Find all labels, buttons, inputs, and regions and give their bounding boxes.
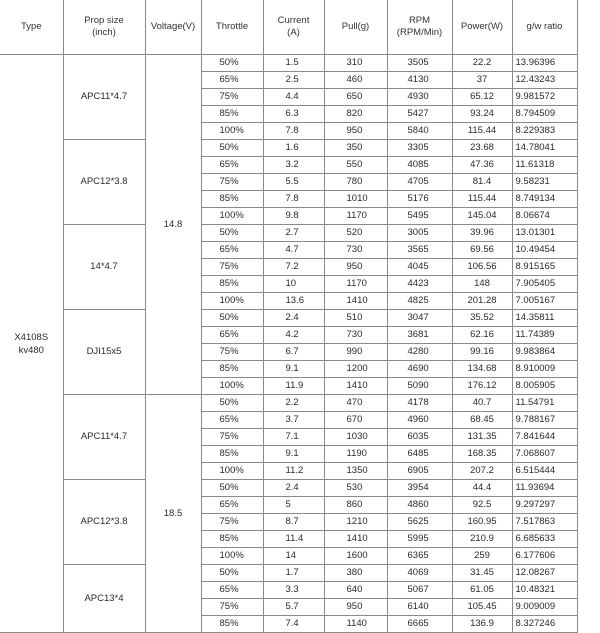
- rpm-cell: 5090: [387, 378, 452, 395]
- power-cell: 201.28: [452, 293, 512, 310]
- current-cell: 2.4: [263, 310, 324, 327]
- rpm-cell: 4690: [387, 361, 452, 378]
- pull-cell: 1210: [324, 514, 387, 531]
- throttle-cell: 85%: [201, 616, 263, 633]
- header-row: [0, 0, 577, 55]
- pull-cell: 1140: [324, 616, 387, 633]
- pull-cell: 1350: [324, 463, 387, 480]
- rpm-cell: 5840: [387, 123, 452, 140]
- header-current-line1: Current: [277, 15, 310, 26]
- rpm-cell: 4960: [387, 412, 452, 429]
- pull-cell: 730: [324, 242, 387, 259]
- throttle-cell: 85%: [201, 361, 263, 378]
- gw-ratio-cell: 8.229383: [512, 123, 577, 140]
- pull-cell: 1190: [324, 446, 387, 463]
- pull-cell: 460: [324, 72, 387, 89]
- table-row: [0, 480, 577, 497]
- gw-ratio-cell: 10.49454: [512, 242, 577, 259]
- rpm-cell: 4825: [387, 293, 452, 310]
- prop-size-cell: APC12*3.8: [63, 480, 145, 565]
- power-cell: 92.5: [452, 497, 512, 514]
- rpm-cell: 4423: [387, 276, 452, 293]
- header-prop-size: [63, 0, 145, 55]
- rpm-cell: 5176: [387, 191, 452, 208]
- throttle-cell: 75%: [201, 599, 263, 616]
- current-cell: 1.6: [263, 140, 324, 157]
- current-cell: 11.4: [263, 531, 324, 548]
- rpm-cell: 4130: [387, 72, 452, 89]
- power-cell: 259: [452, 548, 512, 565]
- throttle-cell: 65%: [201, 497, 263, 514]
- header-rpm-line2: (RPM/Min): [396, 27, 443, 38]
- throttle-cell: 50%: [201, 565, 263, 582]
- rpm-cell: 6035: [387, 429, 452, 446]
- current-cell: 4.4: [263, 89, 324, 106]
- power-cell: 106.56: [452, 259, 512, 276]
- gw-ratio-cell: 8.06674: [512, 208, 577, 225]
- pull-cell: 510: [324, 310, 387, 327]
- throttle-cell: 50%: [201, 395, 263, 412]
- power-cell: 131.35: [452, 429, 512, 446]
- pull-cell: 780: [324, 174, 387, 191]
- power-cell: 61.05: [452, 582, 512, 599]
- header-prop-size-line1: Prop size: [84, 15, 124, 26]
- power-cell: 40.7: [452, 395, 512, 412]
- rpm-cell: 3954: [387, 480, 452, 497]
- rpm-cell: 3047: [387, 310, 452, 327]
- throttle-cell: 85%: [201, 106, 263, 123]
- gw-ratio-cell: 6.177606: [512, 548, 577, 565]
- header-rpm-line1: RPM: [408, 15, 431, 26]
- header-current: [263, 0, 324, 55]
- prop-size-cell: DJI15x5: [63, 310, 145, 395]
- pull-cell: 520: [324, 225, 387, 242]
- rpm-cell: 6140: [387, 599, 452, 616]
- pull-cell: 470: [324, 395, 387, 412]
- current-cell: 11.9: [263, 378, 324, 395]
- power-cell: 176.12: [452, 378, 512, 395]
- current-cell: 3.2: [263, 157, 324, 174]
- rpm-cell: 6665: [387, 616, 452, 633]
- table-row: [0, 565, 577, 582]
- pull-cell: 530: [324, 480, 387, 497]
- voltage-cell: 18.5: [145, 395, 201, 633]
- gw-ratio-cell: 8.915165: [512, 259, 577, 276]
- pull-cell: 950: [324, 259, 387, 276]
- power-cell: 44.4: [452, 480, 512, 497]
- gw-ratio-cell: 12.08267: [512, 565, 577, 582]
- rpm-cell: 4045: [387, 259, 452, 276]
- rpm-cell: 4705: [387, 174, 452, 191]
- throttle-cell: 75%: [201, 174, 263, 191]
- current-cell: 7.8: [263, 123, 324, 140]
- pull-cell: 1200: [324, 361, 387, 378]
- rpm-cell: 5625: [387, 514, 452, 531]
- rpm-cell: 3005: [387, 225, 452, 242]
- rpm-cell: 4860: [387, 497, 452, 514]
- rpm-cell: 3681: [387, 327, 452, 344]
- header-pull: Pull(g): [324, 0, 387, 55]
- gw-ratio-cell: 11.61318: [512, 157, 577, 174]
- pull-cell: 1410: [324, 293, 387, 310]
- gw-ratio-cell: 9.297297: [512, 497, 577, 514]
- current-cell: 2.2: [263, 395, 324, 412]
- table-row: [0, 310, 577, 327]
- throttle-cell: 100%: [201, 293, 263, 310]
- pull-cell: 1600: [324, 548, 387, 565]
- gw-ratio-cell: 10.48321: [512, 582, 577, 599]
- throttle-cell: 65%: [201, 157, 263, 174]
- throttle-cell: 65%: [201, 327, 263, 344]
- motor-type-cell: [0, 55, 63, 633]
- gw-ratio-cell: 7.905405: [512, 276, 577, 293]
- current-cell: 9.1: [263, 361, 324, 378]
- rpm-cell: 4178: [387, 395, 452, 412]
- power-cell: 136.9: [452, 616, 512, 633]
- rpm-cell: 3505: [387, 55, 452, 72]
- rpm-cell: 4085: [387, 157, 452, 174]
- throttle-cell: 75%: [201, 514, 263, 531]
- power-cell: 81.4: [452, 174, 512, 191]
- header-type: Type: [0, 0, 63, 55]
- voltage-cell: 14.8: [145, 55, 201, 395]
- throttle-cell: 85%: [201, 531, 263, 548]
- power-cell: 65.12: [452, 89, 512, 106]
- pull-cell: 670: [324, 412, 387, 429]
- gw-ratio-cell: 11.74389: [512, 327, 577, 344]
- rpm-cell: 5067: [387, 582, 452, 599]
- gw-ratio-cell: 12.43243: [512, 72, 577, 89]
- throttle-cell: 50%: [201, 55, 263, 72]
- rpm-cell: 6905: [387, 463, 452, 480]
- table-row: [0, 140, 577, 157]
- throttle-cell: 75%: [201, 429, 263, 446]
- gw-ratio-cell: 11.54791: [512, 395, 577, 412]
- throttle-cell: 100%: [201, 548, 263, 565]
- current-cell: 7.1: [263, 429, 324, 446]
- power-cell: 22.2: [452, 55, 512, 72]
- current-cell: 2.7: [263, 225, 324, 242]
- gw-ratio-cell: 8.327246: [512, 616, 577, 633]
- gw-ratio-cell: 14.35811: [512, 310, 577, 327]
- gw-ratio-cell: 8.910009: [512, 361, 577, 378]
- gw-ratio-cell: 8.794509: [512, 106, 577, 123]
- throttle-cell: 50%: [201, 225, 263, 242]
- pull-cell: 860: [324, 497, 387, 514]
- current-cell: 9.8: [263, 208, 324, 225]
- table-row: [0, 55, 577, 72]
- prop-size-cell: APC12*3.8: [63, 140, 145, 225]
- gw-ratio-cell: 9.981572: [512, 89, 577, 106]
- header-rpm: [387, 0, 452, 55]
- throttle-cell: 100%: [201, 378, 263, 395]
- power-cell: 207.2: [452, 463, 512, 480]
- header-current-line2: (A): [287, 27, 300, 38]
- throttle-cell: 75%: [201, 259, 263, 276]
- throttle-cell: 85%: [201, 276, 263, 293]
- current-cell: 4.2: [263, 327, 324, 344]
- current-cell: 4.7: [263, 242, 324, 259]
- header-throttle: Throttle: [201, 0, 263, 55]
- throttle-cell: 65%: [201, 412, 263, 429]
- table-row: [0, 225, 577, 242]
- power-cell: 210.9: [452, 531, 512, 548]
- gw-ratio-cell: 7.068607: [512, 446, 577, 463]
- pull-cell: 640: [324, 582, 387, 599]
- current-cell: 2.5: [263, 72, 324, 89]
- current-cell: 6.3: [263, 106, 324, 123]
- current-cell: 5.7: [263, 599, 324, 616]
- power-cell: 105.45: [452, 599, 512, 616]
- rpm-cell: 6365: [387, 548, 452, 565]
- gw-ratio-cell: 11.93694: [512, 480, 577, 497]
- throttle-cell: 100%: [201, 123, 263, 140]
- throttle-cell: 85%: [201, 446, 263, 463]
- gw-ratio-cell: 9.788167: [512, 412, 577, 429]
- gw-ratio-cell: 7.517863: [512, 514, 577, 531]
- power-cell: 168.35: [452, 446, 512, 463]
- current-cell: 7.4: [263, 616, 324, 633]
- pull-cell: 950: [324, 123, 387, 140]
- rpm-cell: 5427: [387, 106, 452, 123]
- throttle-cell: 50%: [201, 480, 263, 497]
- motor-type-line2: kv480: [18, 344, 44, 356]
- power-cell: 148: [452, 276, 512, 293]
- pull-cell: 310: [324, 55, 387, 72]
- power-cell: 69.56: [452, 242, 512, 259]
- pull-cell: 650: [324, 89, 387, 106]
- current-cell: 9.1: [263, 446, 324, 463]
- power-cell: 35.52: [452, 310, 512, 327]
- current-cell: 13.6: [263, 293, 324, 310]
- current-cell: 14: [263, 548, 324, 565]
- gw-ratio-cell: 8.749134: [512, 191, 577, 208]
- throttle-cell: 100%: [201, 463, 263, 480]
- gw-ratio-cell: 6.515444: [512, 463, 577, 480]
- rpm-cell: 5995: [387, 531, 452, 548]
- gw-ratio-cell: 7.005167: [512, 293, 577, 310]
- current-cell: 10: [263, 276, 324, 293]
- header-voltage: Voltage(V): [145, 0, 201, 55]
- power-cell: 134.68: [452, 361, 512, 378]
- pull-cell: 1410: [324, 378, 387, 395]
- rpm-cell: 5495: [387, 208, 452, 225]
- throttle-cell: 75%: [201, 344, 263, 361]
- current-cell: 3.7: [263, 412, 324, 429]
- current-cell: 11.2: [263, 463, 324, 480]
- gw-ratio-cell: 9.58231: [512, 174, 577, 191]
- current-cell: 2.4: [263, 480, 324, 497]
- header-prop-size-line2: (inch): [92, 27, 116, 38]
- pull-cell: 350: [324, 140, 387, 157]
- prop-size-cell: APC13*4: [63, 565, 145, 633]
- table-row: [0, 395, 577, 412]
- gw-ratio-cell: 13.96396: [512, 55, 577, 72]
- pull-cell: 990: [324, 344, 387, 361]
- gw-ratio-cell: 9.009009: [512, 599, 577, 616]
- throttle-cell: 65%: [201, 582, 263, 599]
- power-cell: 23.68: [452, 140, 512, 157]
- rpm-cell: 3565: [387, 242, 452, 259]
- pull-cell: 550: [324, 157, 387, 174]
- throttle-cell: 75%: [201, 89, 263, 106]
- power-cell: 68.45: [452, 412, 512, 429]
- power-cell: 160.95: [452, 514, 512, 531]
- power-cell: 37: [452, 72, 512, 89]
- gw-ratio-cell: 6.685633: [512, 531, 577, 548]
- pull-cell: 1010: [324, 191, 387, 208]
- power-cell: 115.44: [452, 191, 512, 208]
- gw-ratio-cell: 9.983864: [512, 344, 577, 361]
- throttle-cell: 85%: [201, 191, 263, 208]
- rpm-cell: 6485: [387, 446, 452, 463]
- pull-cell: 1170: [324, 276, 387, 293]
- rpm-cell: 4280: [387, 344, 452, 361]
- pull-cell: 950: [324, 599, 387, 616]
- power-cell: 39.96: [452, 225, 512, 242]
- throttle-cell: 50%: [201, 310, 263, 327]
- prop-size-cell: APC11*4.7: [63, 395, 145, 480]
- header-gw-ratio: g/w ratio: [512, 0, 577, 55]
- prop-size-cell: APC11*4.7: [63, 55, 145, 140]
- current-cell: 1.5: [263, 55, 324, 72]
- throttle-cell: 65%: [201, 72, 263, 89]
- rpm-cell: 4069: [387, 565, 452, 582]
- gw-ratio-cell: 8.005905: [512, 378, 577, 395]
- pull-cell: 380: [324, 565, 387, 582]
- power-cell: 115.44: [452, 123, 512, 140]
- pull-cell: 1410: [324, 531, 387, 548]
- gw-ratio-cell: 7.841644: [512, 429, 577, 446]
- power-cell: 31.45: [452, 565, 512, 582]
- throttle-cell: 50%: [201, 140, 263, 157]
- current-cell: 8.7: [263, 514, 324, 531]
- throttle-cell: 100%: [201, 208, 263, 225]
- power-cell: 47.36: [452, 157, 512, 174]
- pull-cell: 820: [324, 106, 387, 123]
- header-power: Power(W): [452, 0, 512, 55]
- current-cell: 5: [263, 497, 324, 514]
- prop-size-cell: 14*4.7: [63, 225, 145, 310]
- gw-ratio-cell: 13.01301: [512, 225, 577, 242]
- power-cell: 145.04: [452, 208, 512, 225]
- current-cell: 7.2: [263, 259, 324, 276]
- motor-type-line1: X4108S: [14, 331, 49, 343]
- current-cell: 7.8: [263, 191, 324, 208]
- rpm-cell: 4930: [387, 89, 452, 106]
- throttle-cell: 65%: [201, 242, 263, 259]
- power-cell: 99.16: [452, 344, 512, 361]
- current-cell: 1.7: [263, 565, 324, 582]
- current-cell: 3.3: [263, 582, 324, 599]
- gw-ratio-cell: 14.78041: [512, 140, 577, 157]
- current-cell: 6.7: [263, 344, 324, 361]
- power-cell: 62.16: [452, 327, 512, 344]
- pull-cell: 1170: [324, 208, 387, 225]
- current-cell: 5.5: [263, 174, 324, 191]
- power-cell: 93.24: [452, 106, 512, 123]
- pull-cell: 730: [324, 327, 387, 344]
- rpm-cell: 3305: [387, 140, 452, 157]
- pull-cell: 1030: [324, 429, 387, 446]
